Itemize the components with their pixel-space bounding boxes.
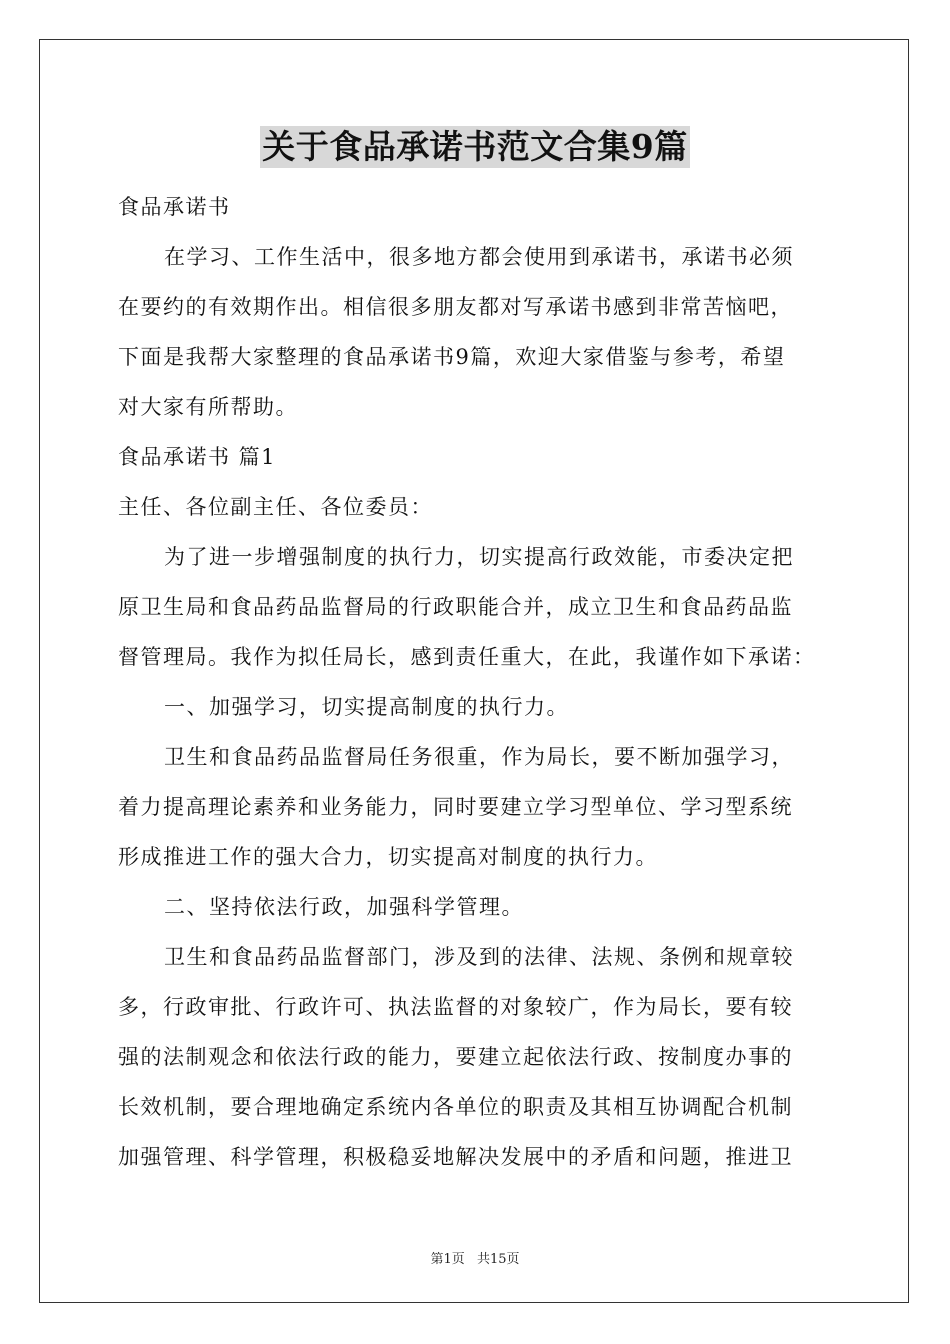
text-line: 多，行政审批、行政许可、执法监督的对象较广，作为局长，要有较 [118,995,793,1019]
page-number: 第1页 [430,1252,465,1267]
text-line: 在学习、工作生活中，很多地方都会使用到承诺书，承诺书必须 [164,245,794,269]
page-footer [0,1248,950,1267]
title-container [0,126,950,168]
text-line: 下面是我帮大家整理的食品承诺书9篇，欢迎大家借鉴与参考，希望 [118,345,786,369]
text-line: 食品承诺书 篇1 [118,445,277,469]
text-line: 原卫生局和食品药品监督局的行政职能合并，成立卫生和食品药品监 [118,595,793,619]
text-line: 督管理局。我作为拟任局长，感到责任重大，在此，我谨作如下承诺： [118,645,816,669]
document-body [118,182,834,1182]
text-line: 一、加强学习，切实提高制度的执行力。 [164,695,569,719]
text-line: 食品承诺书 [118,195,231,219]
text-line: 二、坚持依法行政，加强科学管理。 [164,895,524,919]
text-line: 主任、各位副主任、各位委员： [118,495,433,519]
text-line: 卫生和食品药品监督局任务很重，作为局长，要不断加强学习， [164,745,794,769]
text-line: 着力提高理论素养和业务能力，同时要建立学习型单位、学习型系统 [118,795,793,819]
text-line: 为了进一步增强制度的执行力，切实提高行政效能，市委决定把 [164,545,794,569]
page-total: 共15页 [476,1252,520,1267]
text-line: 强的法制观念和依法行政的能力，要建立起依法行政、按制度办事的 [118,1045,793,1069]
text-line: 对大家有所帮助。 [118,395,298,419]
document-title: 关于食品承诺书范文合集9篇 [262,127,688,166]
text-line: 加强管理、科学管理，积极稳妥地解决发展中的矛盾和问题，推进卫 [118,1145,793,1169]
text-line: 卫生和食品药品监督部门，涉及到的法律、法规、条例和规章较 [164,945,794,969]
text-line: 长效机制，要合理地确定系统内各单位的职责及其相互协调配合机制 [118,1095,793,1119]
text-line: 形成推进工作的强大合力，切实提高对制度的执行力。 [118,845,658,869]
text-line: 在要约的有效期作出。相信很多朋友都对写承诺书感到非常苦恼吧， [118,295,793,319]
